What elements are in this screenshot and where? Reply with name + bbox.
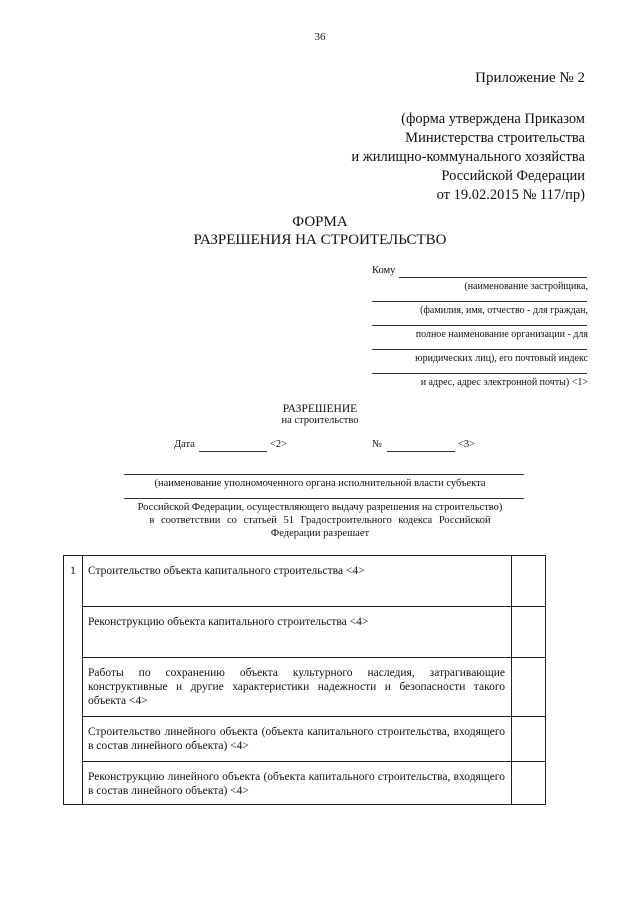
addressee-field-line[interactable] <box>399 277 587 278</box>
number-footnote-ref: <3> <box>458 439 476 450</box>
page-number: 36 <box>314 31 326 43</box>
table-cell-text: Реконструкцию линейного объекта (объекта капитального строительства, входящего в состав линейного объекта) <4> <box>83 762 512 805</box>
permit-heading-subtitle: на строительство <box>281 415 359 426</box>
authority-field-line[interactable] <box>124 498 524 499</box>
number-label: № <box>372 439 383 450</box>
date-field-line[interactable] <box>199 451 267 452</box>
table-check-cell[interactable] <box>512 658 546 717</box>
permit-heading <box>0 403 640 426</box>
approval-line: Министерства строительства <box>405 130 585 146</box>
addressee-hint: юридических лиц), его почтовый индекс <box>415 353 588 364</box>
table-cell-text: Реконструкцию объекта капитального строительства <4> <box>83 607 512 658</box>
number-field-line[interactable] <box>387 451 455 452</box>
addressee-hint: полное наименование организации - для <box>415 329 588 340</box>
addressee-hint: (фамилия, имя, отчество - для граждан, <box>420 305 588 316</box>
addressee-field-line[interactable] <box>372 301 587 302</box>
appendix-heading: Приложение № 2 <box>475 70 585 86</box>
table-check-cell[interactable] <box>512 762 546 805</box>
table-row <box>64 607 546 658</box>
addressee-field-line[interactable] <box>372 349 587 350</box>
form-title-line: РАЗРЕШЕНИЯ НА СТРОИТЕЛЬСТВО <box>193 232 447 248</box>
authority-hint: (наименование уполномоченного органа исполнительной власти субъекта <box>154 478 486 489</box>
addressee-field-line[interactable] <box>372 373 587 374</box>
row-number: 1 <box>64 556 83 805</box>
table-cell-text: Строительство объекта капитального строительства <4> <box>83 556 512 607</box>
table-check-cell[interactable] <box>512 556 546 607</box>
permission-table <box>63 555 546 805</box>
table-row <box>64 658 546 717</box>
authority-field-line[interactable] <box>124 474 524 475</box>
approval-note <box>351 110 585 205</box>
addressee-field-line[interactable] <box>372 325 587 326</box>
permit-heading-title: РАЗРЕШЕНИЕ <box>282 403 358 415</box>
table-check-cell[interactable] <box>512 607 546 658</box>
table-row <box>64 556 546 607</box>
approval-line: и жилищно-коммунального хозяйства <box>351 149 585 165</box>
table-check-cell[interactable] <box>512 717 546 762</box>
table-cell-text: Работы по сохранению объекта культурного наследия, затрагивающие конструктивные и другие характеристики надежности и безопасности такого объекта <4> <box>83 658 512 717</box>
table-row <box>64 762 546 805</box>
authority-text: Федерации разрешает <box>270 528 370 539</box>
form-title <box>0 213 640 249</box>
authority-text: в соответствии со статьей 51 Градостроительного кодекса Российской <box>149 515 491 526</box>
date-label: Дата <box>174 439 195 450</box>
approval-line: от 19.02.2015 № 117/пр) <box>436 187 585 203</box>
form-title-line: ФОРМА <box>292 214 348 230</box>
addressee-hint: и адрес, адрес электронной почты) <1> <box>420 377 588 388</box>
addressee-label: Кому <box>372 265 396 276</box>
table-cell-text: Строительство линейного объекта (объекта капитального строительства, входящего в состав линейного объекта) <4> <box>83 717 512 762</box>
approval-line: Российской Федерации <box>441 168 585 184</box>
approval-line: (форма утверждена Приказом <box>401 111 585 127</box>
addressee-hint: (наименование застройщика, <box>464 281 588 292</box>
authority-text: Российской Федерации, осуществляющего выдачу разрешения на строительство) <box>137 502 503 513</box>
table-row <box>64 717 546 762</box>
date-footnote-ref: <2> <box>270 439 288 450</box>
